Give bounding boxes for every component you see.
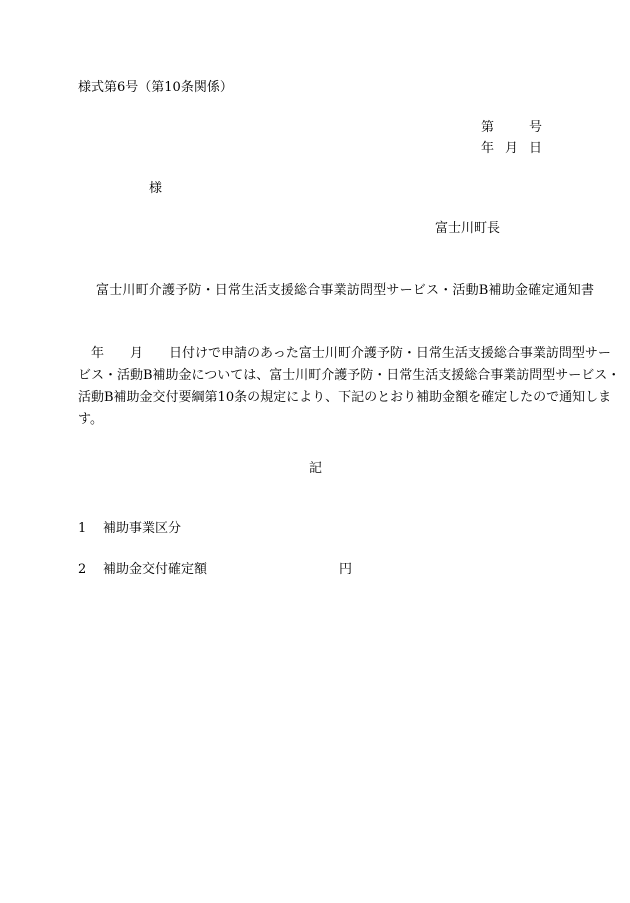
addressee-suffix: 様 [149,181,163,196]
body-line: す。 [78,412,103,427]
item-label-subsidy-category: 補助事業区分 [103,521,182,536]
issuer-title: 富士川町長 [435,221,501,236]
doc-number-prefix: 第 [481,120,495,135]
item-number: 1 [78,521,87,536]
body-line: ビス・活動B補助金については、富士川町介護予防・日常生活支援総合事業訪問型サービス・ [78,368,621,383]
date-month-label: 月 [505,141,519,156]
doc-number-suffix: 号 [529,120,543,135]
body-line: 活動B補助金交付要綱第10条の規定により、下記のとおり補助金額を確定したので通知しま [78,390,612,405]
document-title: 富士川町介護予防・日常生活支援総合事業訪問型サービス・活動B補助金確定通知書 [96,283,595,298]
document-body [78,343,621,431]
body-line: 年 月 日付けで申請のあった富士川町介護予防・日常生活支援総合事業訪問型サー [78,346,611,361]
amount-unit: 円 [339,562,353,577]
form-number: 様式第6号（第10条関係） [78,80,233,95]
item-label-confirmed-amount: 補助金交付確定額 [103,562,208,577]
date-year-label: 年 [481,141,495,156]
item-number: 2 [78,562,87,577]
ki-heading: 記 [309,461,323,476]
date-day-label: 日 [529,141,543,156]
